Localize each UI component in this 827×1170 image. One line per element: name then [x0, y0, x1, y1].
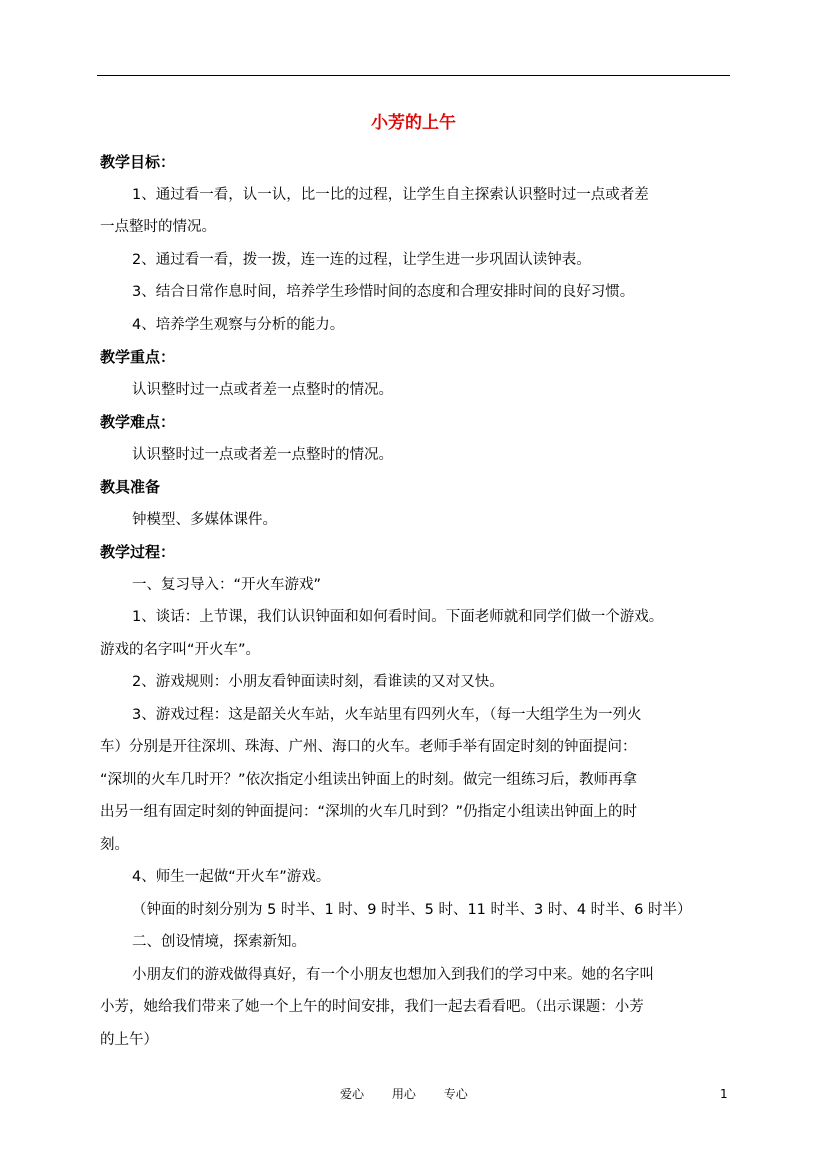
- footer-motto-2: 用心: [391, 1087, 416, 1101]
- body-line: 小朋友们的游戏做得真好，有一个小朋友也想加入到我们的学习中来。她的名字叫: [132, 966, 654, 983]
- body-line: 1、谈话：上节课，我们认识钟面和如何看时间。下面老师就和同学们做一个游戏。: [132, 609, 664, 625]
- body-line: 3、游戏过程：这是韶关火车站，火车站里有四列火车，（每一大组学生为一列火: [132, 706, 642, 723]
- section-heading: 教具准备: [100, 478, 161, 496]
- body-line: 车）分别是开往深圳、珠海、广州、海口的火车。老师手举有固定时刻的钟面提问：: [100, 739, 637, 755]
- header-rule: [97, 75, 730, 76]
- body-line: 刻。: [100, 836, 129, 853]
- body-line: 1、通过看一看，认一认，比一比的过程，让学生自主探索认识整时过一点或者差: [132, 186, 649, 203]
- section-heading: 教学重点：: [100, 348, 176, 366]
- body-line: 一点整时的情况。: [100, 219, 216, 235]
- footer-motto-3: 专心: [443, 1087, 468, 1101]
- section-heading: 教学难点：: [100, 413, 176, 431]
- body-line: 3、结合日常作息时间，培养学生珍惜时间的态度和合理安排时间的良好习惯。: [132, 284, 635, 300]
- section-heading: 教学过程：: [100, 543, 176, 561]
- footer-motto-1: 爱心: [340, 1087, 365, 1101]
- body-line: 二、创设情境，探索新知。: [132, 934, 306, 950]
- body-line: 认识整时过一点或者差一点整时的情况。: [132, 381, 393, 398]
- page-number: 1: [720, 1087, 728, 1101]
- body-line: （钟面的时刻分别为 5 时半、1 时、9 时半、5 时、11 时半、3 时、4 时半、6 时半）: [132, 901, 692, 918]
- body-line: 小芳，她给我们带来了她一个上午的时间安排，我们一起去看看吧。（出示课题：小芳: [100, 999, 644, 1015]
- body-line: 的上午）: [100, 1031, 158, 1048]
- body-line: 出另一组有固定时刻的钟面提问：“深圳的火车几时到？”仍指定小组读出钟面上的时: [100, 804, 638, 820]
- body-line: 一、复习导入：“开火车游戏”: [132, 576, 322, 593]
- body-line: “深圳的火车几时开？”依次指定小组读出钟面上的时刻。做完一组练习后，教师再拿: [100, 771, 638, 788]
- document-body: [100, 146, 730, 1056]
- body-line: 认识整时过一点或者差一点整时的情况。: [132, 446, 393, 463]
- body-line: 钟模型、多媒体课件。: [132, 511, 277, 528]
- body-line: 4、师生一起做“开火车”游戏。: [132, 869, 331, 885]
- body-line: 2、游戏规则：小朋友看钟面读时刻，看谁读的又对又快。: [132, 674, 504, 690]
- footer-motto: [340, 1086, 492, 1102]
- document-title: 小芳的上午: [371, 113, 456, 133]
- section-heading: 教学目标：: [100, 153, 176, 171]
- body-line: 2、通过看一看，拨一拨，连一连的过程，让学生进一步巩固认读钟表。: [132, 251, 591, 268]
- body-line: 游戏的名字叫“开火车”。: [100, 641, 261, 658]
- body-line: 4、培养学生观察与分析的能力。: [132, 316, 345, 333]
